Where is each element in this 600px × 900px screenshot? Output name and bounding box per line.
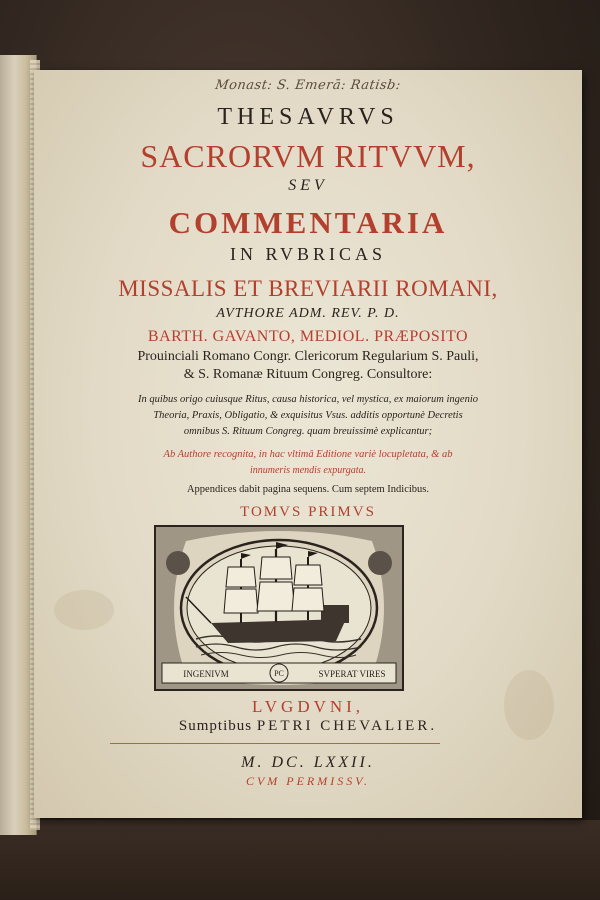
author-name: BARTH. GAVANTO, MEDIOL. PRÆPOSITO: [147, 328, 469, 345]
author-office: Prouinciali Romano Congr. Clericorum Regularium S. Pauli,: [137, 349, 479, 364]
description-line-1: In quibus origo cuiusque Ritus, causa historica, vel mystica, ex maiorum ingenio: [137, 394, 479, 405]
appendices-note: Appendices dabit pagina sequens. Cum septem Indicibus.: [186, 484, 430, 495]
table-surface: [0, 820, 600, 900]
title-line-seu: SEV: [288, 177, 328, 194]
title-line-commentaria: COMMENTARIA: [168, 205, 448, 240]
emblem-motto-left: INGENIVM: [183, 669, 229, 679]
imprint-rule: [110, 743, 440, 744]
imprint-place: LVGDVNI,: [251, 697, 365, 716]
imprint-printer-name: PETRI CHEVALIER.: [256, 718, 438, 734]
imprint-year: M. DC. LXXII.: [241, 754, 375, 771]
description-line-3: omnibus S. Rituum Congreg. quam breuissimè explicantur;: [183, 426, 433, 437]
imprint-sumptibus: Sumptibus: [178, 718, 253, 734]
description-line-2: Theoria, Praxis, Obligatio, & exquisitus Vsus. additis opportunè Decretis: [153, 410, 463, 421]
edition-note-line-1: Ab Authore recognita, in hac vltimâ Editione variè locupletata, & ab: [163, 449, 453, 460]
title-line-sacrorum: SACRORVM RITVVM,: [140, 138, 476, 174]
volume-label: TOMVS PRIMVS: [240, 504, 376, 520]
author-intro: AVTHORE ADM. REV. P. D.: [216, 306, 400, 321]
imprint-publisher: [34, 718, 582, 735]
title-line-in-rubricas: IN RVBRICAS: [229, 244, 387, 264]
printer-device-ship-emblem: [154, 525, 404, 691]
manuscript-ownership-note: Monast: S. Emerā: Ratisb:: [214, 78, 402, 93]
imprint-permission: CVM PERMISSV.: [245, 774, 371, 788]
title-line-missalis: MISSALIS ET BREVIARII ROMANI,: [118, 276, 498, 301]
paper-stain: [54, 590, 114, 630]
title-line-thesaurus: THESAVRVS: [217, 104, 399, 130]
author-consultore: & S. Romanæ Rituum Congreg. Consultore:: [183, 367, 433, 382]
edition-note-line-2: innumeris mendis expurgata.: [249, 465, 366, 476]
emblem-motto-right: SVPERAT VIRES: [318, 669, 386, 679]
emblem-monogram: PC: [274, 669, 284, 678]
ship-engraving: [156, 527, 402, 689]
